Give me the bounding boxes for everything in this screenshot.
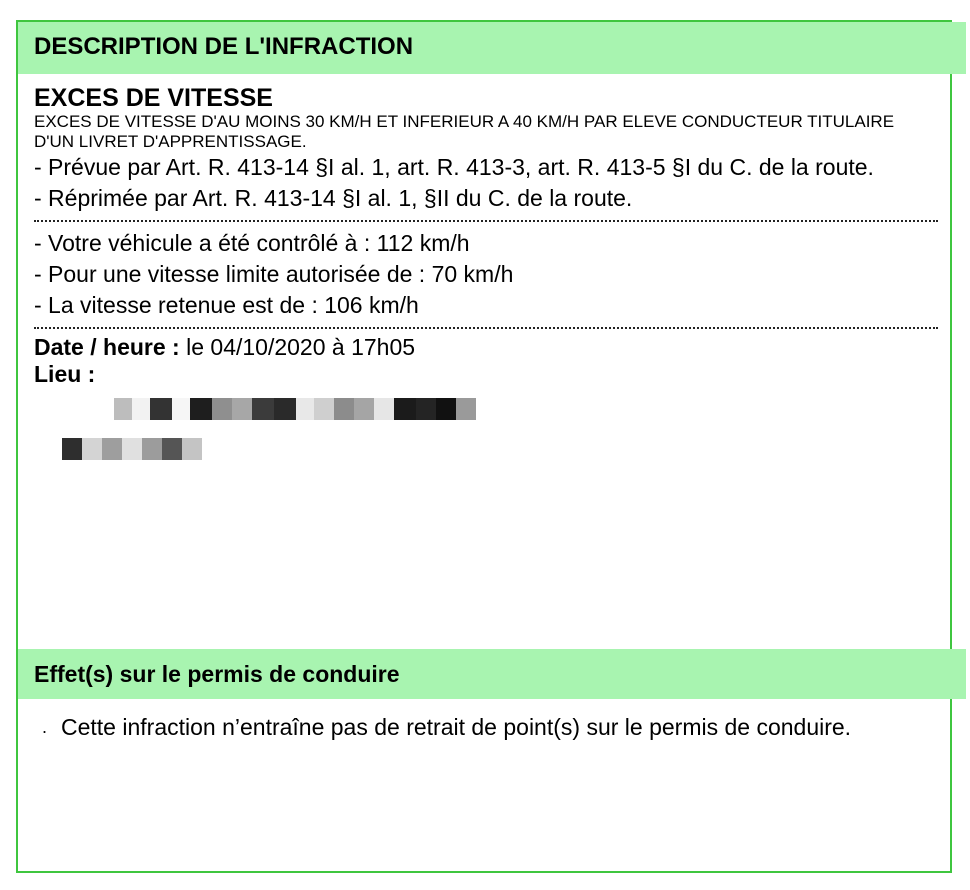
vitesse-retenue: - La vitesse retenue est de : 106 km/h — [34, 292, 419, 318]
section-title-description: DESCRIPTION DE L'INFRACTION — [18, 22, 966, 74]
infraction-title: EXCES DE VITESSE — [34, 84, 273, 112]
infraction-prevue: - Prévue par Art. R. 413-14 §I al. 1, art. R. 413-3, art. R. 413-5 §I du C. de la route. — [34, 154, 874, 180]
effet-item — [42, 712, 922, 743]
vitesse-controle: - Votre véhicule a été contrôlé à : 112 km/h — [34, 230, 470, 256]
section-title-effets: Effet(s) sur le permis de conduire — [18, 649, 966, 699]
dotted-divider — [34, 327, 938, 329]
vitesse-limite: - Pour une vitesse limite autorisée de : 70 km/h — [34, 261, 514, 287]
infraction-card — [16, 20, 952, 873]
date-heure-row — [34, 335, 938, 362]
lieu-row — [34, 362, 938, 389]
lieu-label: Lieu : — [34, 361, 96, 387]
effet-text: Cette infraction n’entraîne pas de retrait de point(s) sur le permis de conduire. — [61, 714, 852, 740]
dotted-divider — [34, 220, 938, 222]
date-label: Date / heure : — [34, 334, 180, 360]
redacted-address — [62, 438, 202, 460]
infraction-subtitle: EXCES DE VITESSE D'AU MOINS 30 KM/H ET INFERIEUR A 40 KM/H PAR ELEVE CONDUCTEUR TITULAIRE D'UN LIVRET D'APPRENTISSAGE. — [34, 112, 895, 151]
infraction-reprimee: - Réprimée par Art. R. 413-14 §I al. 1, §II du C. de la route. — [34, 185, 633, 211]
bullet-icon: . — [42, 717, 48, 737]
date-value: le 04/10/2020 à 17h05 — [186, 334, 416, 360]
redacted-lieu — [114, 398, 476, 420]
infraction-body — [34, 84, 938, 389]
